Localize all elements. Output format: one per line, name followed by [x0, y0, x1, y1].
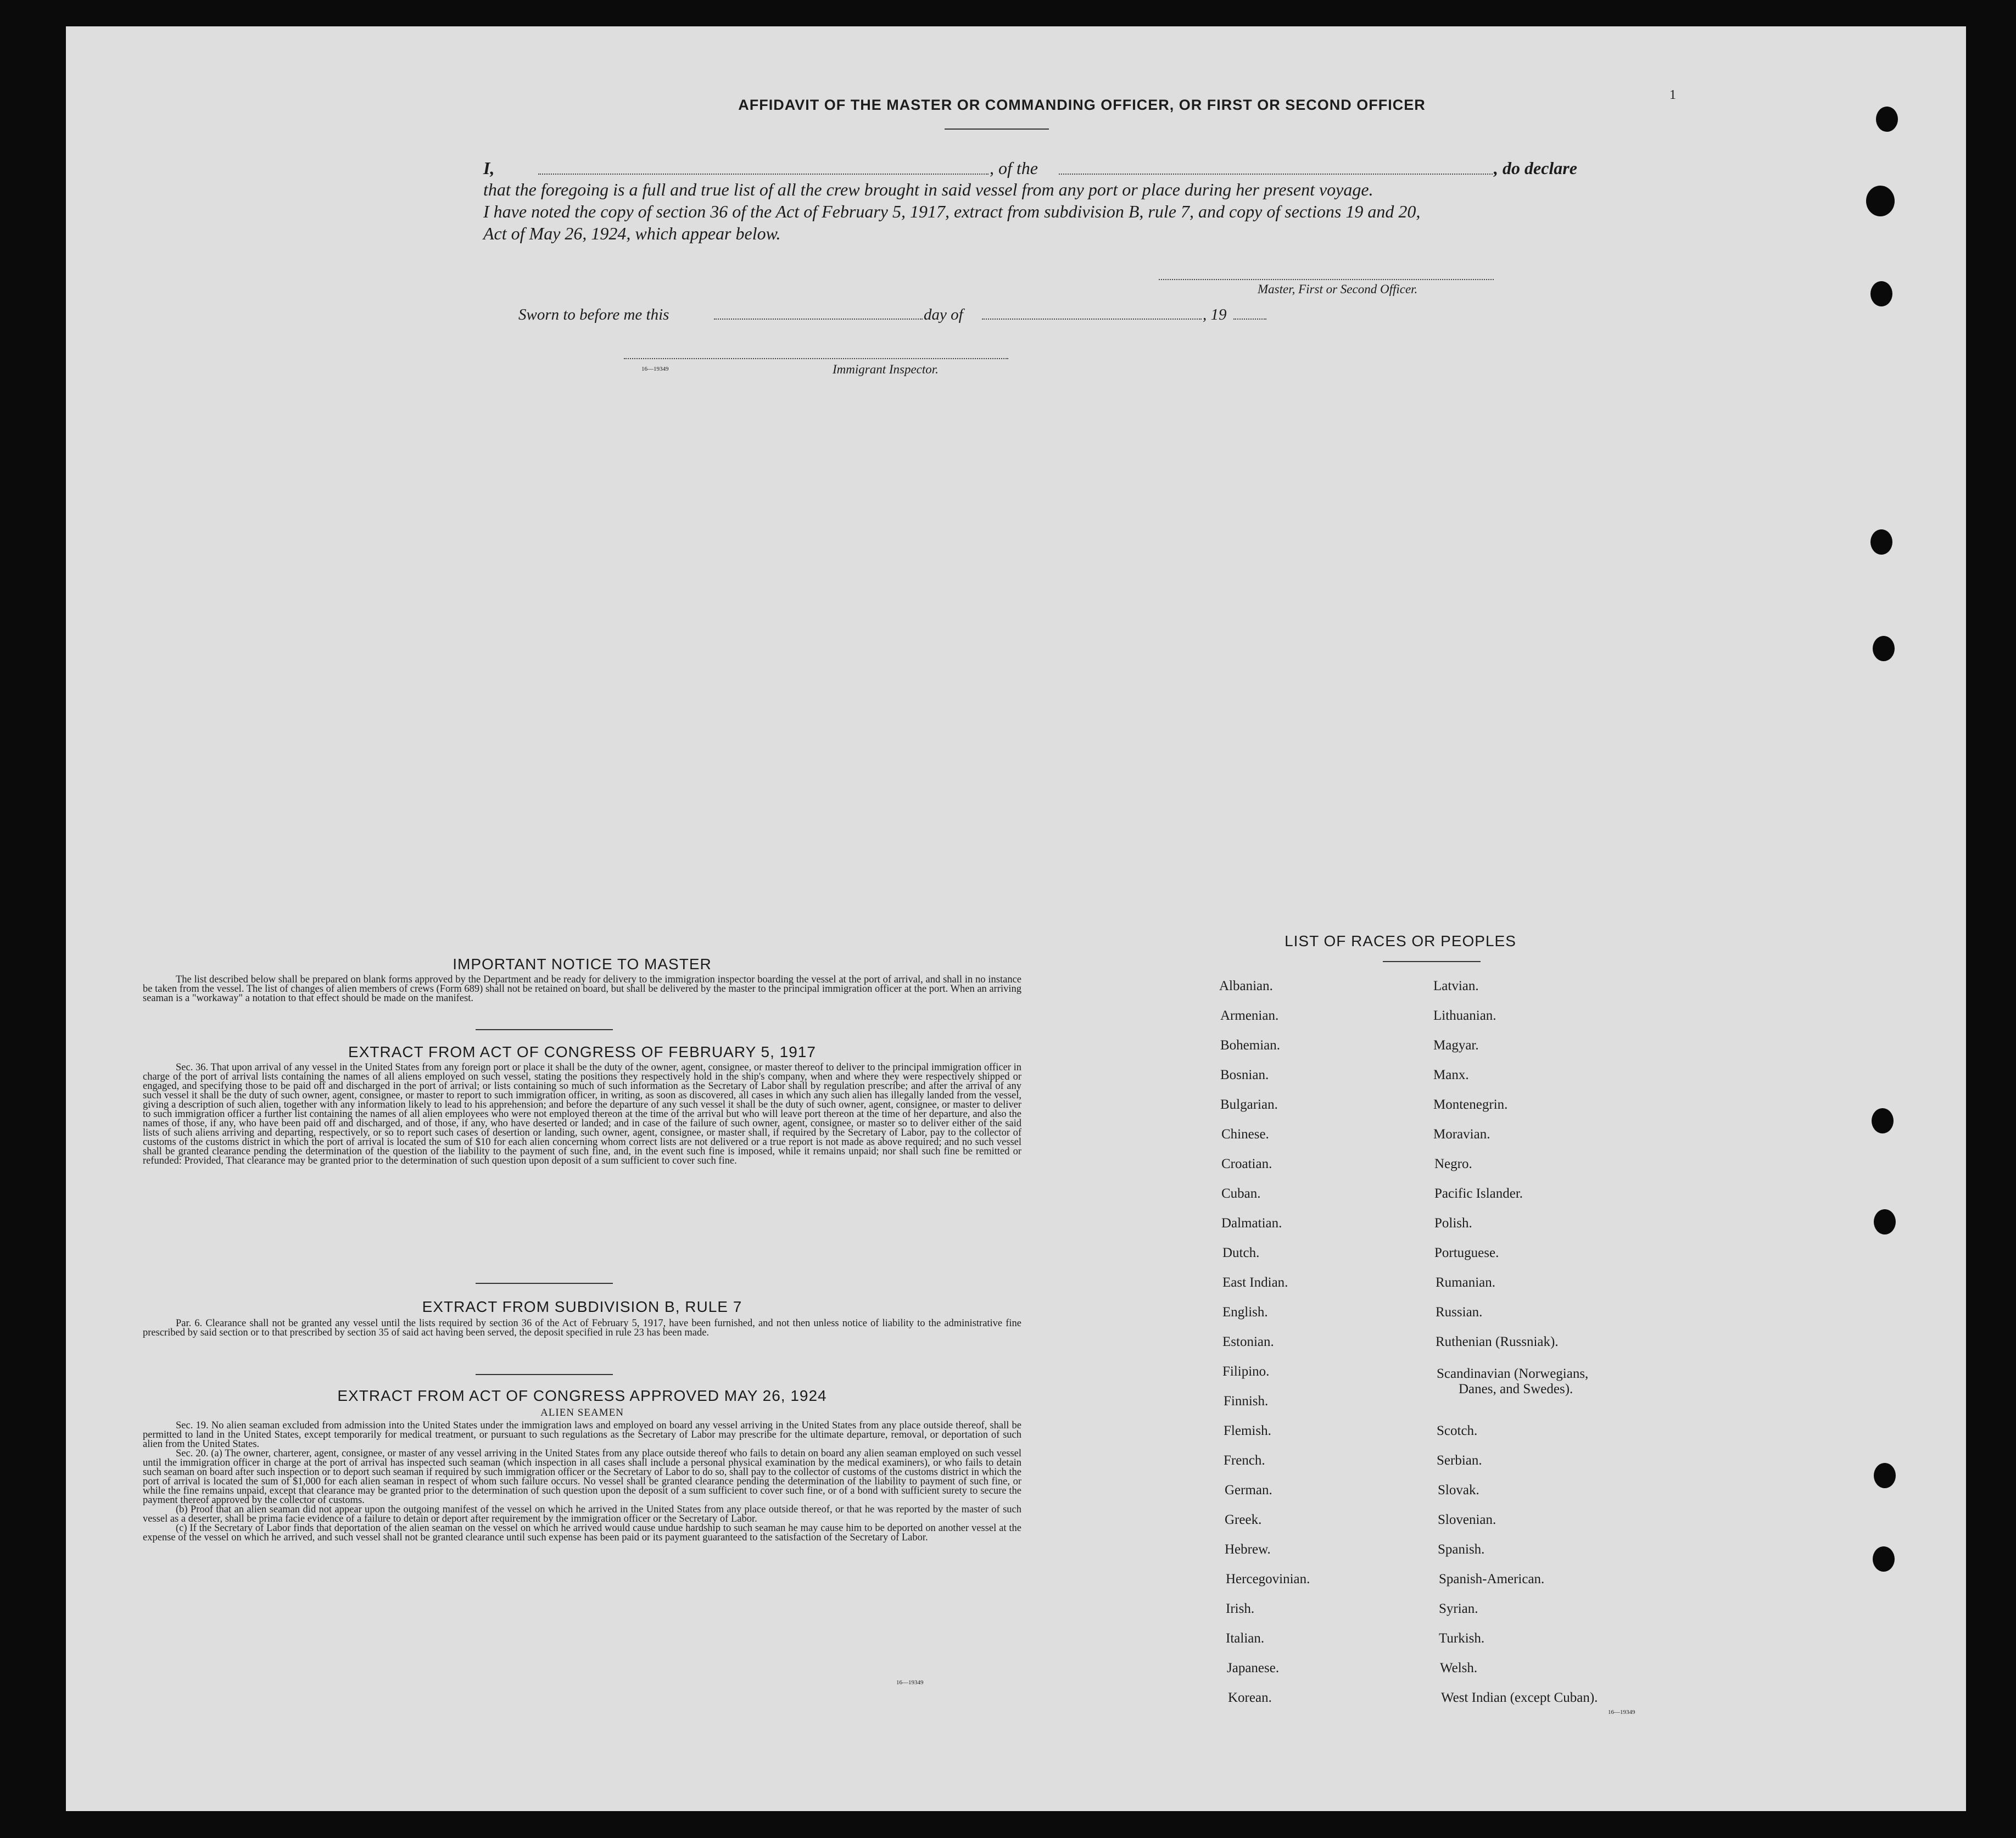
- extract-1917-text: Sec. 36. That upon arrival of any vessel in the United States from any foreign port or place it shall be the duty of the owner, agent, consignee, or master thereof to deliver to the principal immigration officer in charge of the port of arrival lists containing the names of all aliens employed on such vessel, stating the positions they respectively hold in the ship's company, when and where they were respectively shipped or engaged, and specifying those to be paid off and discharged in the port of arrival; or lists containing so much of such information as the Secretary of Labor shall by regulation prescribe; and after the arrival of any such vessel it shall be the duty of such owner, agent, consignee, or master to report to such immigration officer, in writing, as soon as discovered, all cases in which any such alien has illegally landed from the vessel, giving a description of such alien, together with any information likely to lead to his apprehension; and before the departure of any such vessel it shall be the duty of such owner, agent, consignee, or master to deliver to such immigration officer a further list containing the names of all alien employees who were not employed thereon at the time of the arrival but who will leave port thereon at the time of her departure, and also the names of those, if any, who have been paid off and discharged, and of those, if any, who have deserted or landed; and in case of the failure of such owner, agent, consignee, or master so to deliver either of the said lists of such aliens arriving and departing, respectively, or so to report such cases of desertion or landing, such owner, agent, consignee, or master shall, if required by the Secretary of Labor, pay to the collector of customs of the customs district in which the port of arrival is located the sum of $10 for each alien concerning whom correct lists are not delivered or a true report is not made as above required; and no such vessel shall be granted clearance pending the determination of the question of the liability to the payment of such fine, and, in the event such fine is imposed, while it remains unpaid; nor shall such fine be remitted or refunded: Provided, That clearance may be granted prior to the determination of such question upon deposit of a sum sufficient to cover such fine.: [143, 1062, 1021, 1166]
- race-left-13: Estonian.: [1222, 1334, 1274, 1349]
- races-title: LIST OF RACES OR PEOPLES: [1285, 932, 1516, 949]
- punch-hole-5: [1873, 636, 1895, 661]
- sec-20b-text: (b) Proof that an alien seaman did not appear upon the outgoing manifest of the vessel on which he arrived in the United States from any place outside thereof, or that he was reported by the master of such vessel as a deserter, shall be prima facie evidence of a failure to detain or deport after requirement by the immigration officer or the Secretary of Labor.: [143, 1504, 1021, 1524]
- divider-1: [476, 1029, 613, 1030]
- race-right-4: Manx.: [1433, 1068, 1469, 1082]
- punch-hole-8: [1874, 1463, 1896, 1488]
- race-right-5: Montenegrin.: [1433, 1097, 1508, 1112]
- year-label: , 19: [1203, 306, 1227, 323]
- race-right-9: Polish.: [1434, 1216, 1472, 1231]
- punch-hole-7: [1874, 1209, 1896, 1234]
- subdivision-b-text: Par. 6. Clearance shall not be granted any vessel until the lists required by section 36 of the Act of February 5, 1917, have been furnished, and not then unless notice of liability to the administrative fine prescribed by said section or to that prescribed by section 35 of said act having been served, the deposit specified in rule 23 has been made.: [143, 1318, 1021, 1338]
- races-underline: [1383, 961, 1481, 962]
- sworn-label: Sworn to before me this: [518, 306, 669, 323]
- extract-1924-title: EXTRACT FROM ACT OF CONGRESS APPROVED MAY 26, 1924: [337, 1387, 827, 1404]
- race-right-1: Latvian.: [1433, 979, 1479, 993]
- affidavit-line-3: I have noted the copy of section 36 of the Act of February 5, 1917, extract from subdivision B, rule 7, and copy of sections 19 and 20,: [483, 202, 1421, 221]
- punch-hole-3: [1870, 281, 1892, 306]
- form-page: [66, 26, 1966, 1811]
- name-blank: [538, 174, 989, 175]
- page-number: 1: [1669, 88, 1676, 102]
- divider-3: [476, 1374, 613, 1375]
- punch-hole-4: [1870, 529, 1892, 555]
- race-right-12: Russian.: [1436, 1305, 1483, 1320]
- signature-line: [1159, 279, 1494, 280]
- sec-19-text: Sec. 19. No alien seaman excluded from admission into the United States under the immigration laws and employed on board any vessel arriving in the United States from any place outside thereof, shall be permitted to land in the United States, except temporarily for medical treatment, or pursuant to such regulations as the Secretary of Labor may prescribe for the ultimate departure, removal, or deportation of such alien from the United States.: [143, 1420, 1021, 1450]
- notice-title: IMPORTANT NOTICE TO MASTER: [453, 956, 712, 973]
- race-right-17: Serbian.: [1437, 1453, 1482, 1468]
- race-left-21: Hercegovinian.: [1226, 1572, 1310, 1586]
- race-left-8: Cuban.: [1221, 1186, 1261, 1201]
- race-right-22: Syrian.: [1439, 1601, 1478, 1616]
- race-right-2: Lithuanian.: [1433, 1008, 1496, 1023]
- sworn-month-blank: [982, 319, 1202, 320]
- of-the-label: , of the: [990, 158, 1038, 178]
- race-right-6: Moravian.: [1433, 1127, 1490, 1142]
- extract-1917-title: EXTRACT FROM ACT OF CONGRESS OF FEBRUARY 5, 1917: [348, 1043, 816, 1060]
- alien-seamen-subtitle: ALIEN SEAMEN: [540, 1407, 624, 1418]
- affidavit-form-number: 16—19349: [641, 366, 669, 372]
- affidavit-line-4: Act of May 26, 1924, which appear below.: [483, 224, 781, 243]
- race-left-9: Dalmatian.: [1221, 1216, 1282, 1231]
- races-form-number: 16—19349: [1608, 1709, 1635, 1716]
- signature-caption: Master, First or Second Officer.: [1258, 282, 1418, 296]
- race-right-11: Rumanian.: [1436, 1275, 1496, 1290]
- notice-text: The list described below shall be prepared on blank forms approved by the Department and be ready for delivery to the immigration inspector boarding the vessel at the port of arrival, and shall in no instance be taken from the vessel. The list of changes of alien members of crews (Form 689) shall not be retained on board, but shall be delivered by the master to the principal immigration officer at the port. When an arriving seaman is a "workaway" a notation to that effect should be made on the manifest.: [143, 974, 1021, 1004]
- race-left-15: Finnish.: [1224, 1394, 1269, 1409]
- race-left-23: Italian.: [1226, 1631, 1265, 1646]
- inspector-signature-line: [624, 358, 1008, 359]
- race-left-25: Korean.: [1228, 1690, 1272, 1705]
- race-left-5: Bulgarian.: [1220, 1097, 1278, 1112]
- subdivision-b-title: EXTRACT FROM SUBDIVISION B, RULE 7: [422, 1298, 742, 1315]
- sec-20c-text: (c) If the Secretary of Labor finds that deportation of the alien seaman on the vessel on which he arrived would cause undue hardship to such seaman he may cause him to be deported on another vessel at the expense of the vessel on which he arrived, and such vessel shall not be granted clearance until such expense has been paid or its payment guaranteed to the satisfaction of the Secretary of Labor.: [143, 1523, 1021, 1543]
- punch-hole-1: [1876, 107, 1898, 132]
- race-left-2: Armenian.: [1220, 1008, 1279, 1023]
- race-left-19: Greek.: [1225, 1512, 1262, 1527]
- race-right-25: West Indian (except Cuban).: [1441, 1690, 1598, 1705]
- race-right-13: Ruthenian (Russniak).: [1436, 1334, 1559, 1349]
- race-left-20: Hebrew.: [1225, 1542, 1271, 1557]
- race-left-3: Bohemian.: [1220, 1038, 1281, 1053]
- affidavit-line-2: that the foregoing is a full and true list of all the crew brought in said vessel from any port or place during her present voyage.: [483, 180, 1373, 199]
- punch-hole-6: [1872, 1108, 1894, 1133]
- race-left-16: Flemish.: [1224, 1423, 1271, 1438]
- race-left-11: East Indian.: [1222, 1275, 1288, 1290]
- race-right-18: Slovak.: [1438, 1483, 1479, 1498]
- punch-hole-2: [1866, 186, 1895, 216]
- race-right-3: Magyar.: [1433, 1038, 1479, 1053]
- race-left-4: Bosnian.: [1220, 1068, 1269, 1082]
- race-left-1: Albanian.: [1219, 979, 1273, 993]
- race-left-14: Filipino.: [1222, 1364, 1270, 1379]
- race-right-20: Spanish.: [1438, 1542, 1485, 1557]
- year-blank: [1233, 319, 1266, 320]
- race-right-8: Pacific Islander.: [1434, 1186, 1523, 1201]
- race-right-10: Portuguese.: [1434, 1245, 1499, 1260]
- day-of-label: day of: [924, 306, 963, 323]
- race-right-15: Danes, and Swedes).: [1459, 1382, 1573, 1396]
- sworn-day-blank: [714, 319, 923, 320]
- do-declare-label: , do declare: [1494, 158, 1577, 178]
- race-right-7: Negro.: [1434, 1157, 1472, 1171]
- race-left-24: Japanese.: [1227, 1661, 1280, 1675]
- affidavit-i-label: I,: [483, 158, 495, 178]
- race-left-18: German.: [1225, 1483, 1272, 1498]
- race-left-10: Dutch.: [1222, 1245, 1260, 1260]
- race-left-7: Croatian.: [1221, 1157, 1272, 1171]
- affidavit-title: AFFIDAVIT OF THE MASTER OR COMMANDING OFFICER, OR FIRST OR SECOND OFFICER: [738, 97, 1426, 113]
- race-left-17: French.: [1224, 1453, 1265, 1468]
- punch-hole-9: [1873, 1546, 1895, 1572]
- divider-2: [476, 1283, 613, 1284]
- race-right-21: Spanish-American.: [1439, 1572, 1545, 1586]
- race-left-22: Irish.: [1226, 1601, 1255, 1616]
- race-right-14: Scandinavian (Norwegians,: [1437, 1366, 1589, 1381]
- race-left-12: English.: [1222, 1305, 1268, 1320]
- race-right-19: Slovenian.: [1438, 1512, 1496, 1527]
- race-right-16: Scotch.: [1437, 1423, 1478, 1438]
- extract-1924-body: [143, 1421, 1021, 1543]
- race-right-23: Turkish.: [1439, 1631, 1485, 1646]
- sec-20a-text: Sec. 20. (a) The owner, charterer, agent, consignee, or master of any vessel arriving in the United States from any place outside thereof who fails to detain on board any alien seaman employed on such vessel until the immigration officer in charge at the port of arrival has inspected such seaman (which inspection in all cases shall include a personal physical examination by the medical examiners), or who fails to detain such seaman on board after such inspection or to deport such seaman if required by such immigration officer or the Secretary of Labor to do so, shall pay to the collector of customs of the customs district in which the port of arrival is located the sum of $1,000 for each alien seaman in respect of whom such failure occurs. No vessel shall be granted clearance pending the determination of the liability to payment of such fine, or while the fine remains unpaid, except that clearance may be granted prior to the determination of such question upon the deposit of a sum sufficient to cover such fine, or of a bond with sufficient surety to secure the payment thereof approved by the collector of customs.: [143, 1448, 1021, 1506]
- race-right-24: Welsh.: [1440, 1661, 1478, 1675]
- vessel-blank: [1059, 174, 1493, 175]
- inspector-caption: Immigrant Inspector.: [833, 362, 939, 376]
- title-underline: [945, 129, 1049, 130]
- race-left-6: Chinese.: [1221, 1127, 1269, 1142]
- extract-form-number: 16—19349: [896, 1679, 924, 1686]
